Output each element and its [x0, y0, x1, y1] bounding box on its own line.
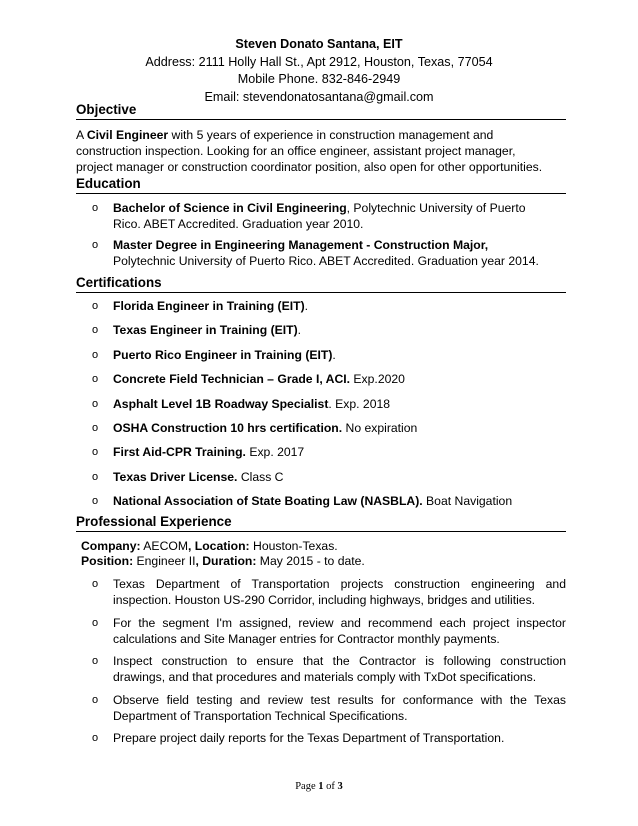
bullet-icon: o [92, 578, 99, 590]
certification-item [0, 347, 638, 371]
experience-line: inspection. Houston US-290 Corridor, including highways, bridges and utilities. [113, 593, 536, 607]
cert-detail: . [332, 347, 336, 362]
page-total: 3 [337, 781, 343, 792]
certification-item [0, 469, 638, 493]
email-line: Email: stevendonatosantana@gmail.com [204, 89, 434, 104]
degree-detail: Rico. ABET Accredited. Graduation year 2010. [113, 217, 364, 231]
certifications-heading: Certifications [76, 275, 566, 293]
cert-name: First Aid-CPR Training. [113, 445, 246, 460]
certification-item [0, 371, 638, 395]
experience-bullets [0, 576, 638, 750]
cert-detail: No expiration [342, 420, 418, 435]
degree-name: Master Degree in Engineering Management - Construction Major, [113, 238, 489, 252]
objective-line2: construction inspection. Looking for an office engineer, assistant project manager, [76, 144, 516, 158]
candidate-name: Steven Donato Santana, EIT [235, 37, 403, 51]
page-label: Page [295, 781, 319, 792]
experience-heading: Professional Experience [76, 514, 566, 532]
duration-value: May 2015 - to date. [256, 554, 365, 568]
objective-heading: Objective [76, 102, 566, 120]
bullet-icon: o [92, 495, 99, 508]
certification-item [0, 298, 638, 322]
bullet-icon: o [92, 397, 99, 410]
cert-name: Asphalt Level 1B Roadway Specialist [113, 396, 329, 411]
certification-item [0, 420, 638, 444]
bullet-icon: o [92, 202, 99, 214]
position-value: Engineer II [133, 554, 196, 568]
company-label: Company: [81, 539, 141, 553]
resume-header [0, 36, 638, 106]
cert-name: Puerto Rico Engineer in Training (EIT) [113, 347, 333, 362]
experience-line: For the segment I'm assigned, review and recommend each project inspector [113, 615, 566, 630]
bullet-icon: o [92, 655, 99, 667]
education-item [0, 200, 638, 232]
cert-name: Texas Driver License. [113, 469, 238, 484]
location-label: , Location: [188, 539, 250, 553]
degree-name: Bachelor of Science in Civil Engineering [113, 201, 347, 215]
job-meta [81, 539, 571, 569]
experience-item [0, 615, 638, 654]
cert-name: Texas Engineer in Training (EIT) [113, 323, 298, 338]
cert-name: OSHA Construction 10 hrs certification. [113, 420, 343, 435]
experience-line: Prepare project daily reports for the Texas Department of Transportation. [113, 731, 505, 745]
cert-detail: . Exp. 2018 [328, 396, 391, 411]
education-list [0, 200, 638, 269]
education-heading: Education [76, 176, 566, 194]
certification-item [0, 322, 638, 346]
location-value: Houston-Texas. [249, 539, 338, 553]
cert-name: Florida Engineer in Training (EIT) [113, 299, 305, 313]
bullet-icon: o [92, 239, 99, 251]
degree-detail: Polytechnic University of Puerto Rico. ABET Accredited. Graduation year 2014. [113, 254, 539, 268]
certification-item [0, 396, 638, 420]
experience-line: Inspect construction to ensure that the Contractor is following construction [113, 654, 566, 668]
cert-detail: Boat Navigation [422, 494, 513, 509]
objective-text [76, 127, 570, 175]
education-item [0, 237, 638, 269]
bullet-icon: o [92, 446, 99, 459]
bullet-icon: o [92, 693, 99, 706]
experience-item [0, 730, 638, 750]
bullet-icon: o [92, 470, 99, 483]
cert-detail: . [304, 299, 309, 313]
objective-prefix: A [76, 128, 87, 142]
objective-line3: project manager or construction coordinator position, also open for other opportunities. [76, 160, 543, 174]
objective-line1: with 5 years of experience in construction management and [168, 128, 494, 142]
bullet-icon: o [92, 324, 99, 337]
cert-detail: Exp. 2017 [245, 445, 305, 460]
certification-item [0, 444, 638, 468]
duration-label: , Duration: [195, 554, 257, 568]
bullet-icon: o [92, 732, 99, 744]
bullet-icon: o [92, 373, 99, 386]
objective-role: Civil Engineer [86, 128, 169, 142]
cert-detail: Class C [237, 469, 284, 484]
experience-line: Texas Department of Transportation projects construction engineering and [113, 577, 566, 591]
experience-item [0, 692, 638, 731]
bullet-icon: o [92, 348, 99, 361]
experience-item [0, 576, 638, 615]
phone-line: Mobile Phone. 832-846-2949 [237, 72, 401, 86]
cert-detail: . [297, 323, 302, 338]
page-number: 1 [318, 781, 324, 792]
degree-school: , Polytechnic University of Puerto [346, 201, 526, 215]
experience-item [0, 653, 638, 692]
address-line: Address: 2111 Holly Hall St., Apt 2912, Houston, Texas, 77054 [145, 54, 493, 69]
bullet-icon: o [92, 616, 99, 629]
experience-line: Observe field testing and review test results for conformance with the Texas [113, 692, 566, 707]
cert-name: Concrete Field Technician – Grade I, ACI. [113, 372, 351, 387]
bullet-icon: o [92, 421, 99, 434]
certifications-list [0, 298, 638, 518]
bullet-icon: o [92, 300, 99, 312]
experience-line: drawings, and that procedures and materials comply with TxDot specifications. [113, 670, 537, 684]
experience-line: calculations and Site Manager entries for Contractor monthly payments. [113, 631, 500, 646]
position-label: Position: [81, 554, 134, 568]
page-of-label: of [323, 781, 338, 792]
page-footer [0, 781, 638, 792]
experience-line: Department of Transportation Technical Specifications. [113, 708, 408, 723]
cert-detail: Exp.2020 [350, 372, 405, 387]
cert-name: National Association of State Boating Law (NASBLA). [113, 494, 423, 509]
company-name: AECOM [140, 539, 188, 553]
